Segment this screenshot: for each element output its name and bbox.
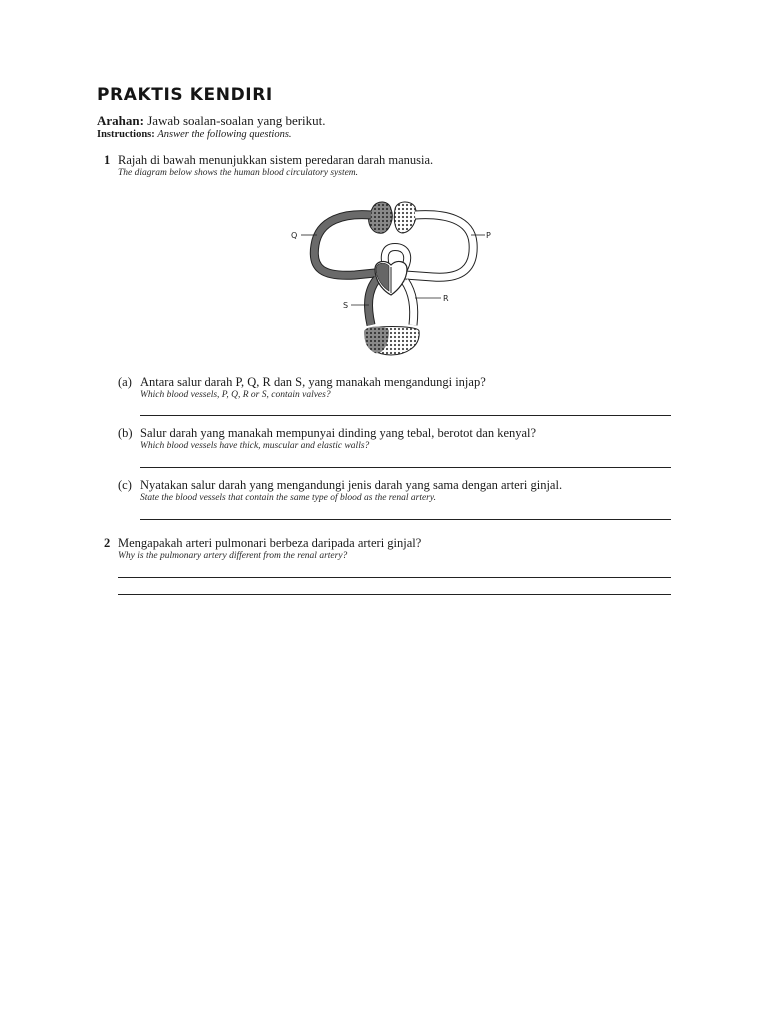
instructions-ms-label: Arahan: [97,113,144,128]
answer-line-2-second[interactable] [118,594,671,595]
question-1b [118,426,537,453]
question-1c-text: Nyatakan salur darah yang mengandungi jenis darah yang sama dengan arteri ginjal. [140,478,563,492]
question-2-number: 2 [104,536,111,550]
instructions-en-text: Answer the following questions. [157,129,292,140]
instructions-en-label: Instructions: [97,129,155,140]
lung-capillaries-left [369,202,393,233]
question-2 [104,536,422,563]
question-1b-text-en: Which blood vessels have thick, muscular and elastic walls? [140,441,370,451]
instructions [97,114,326,142]
question-1-text: Rajah di bawah menunjukkan sistem peredaran darah manusia. [118,153,434,167]
diagram-label-s: S [343,301,349,310]
question-1b-text: Salur darah yang manakah mempunyai dinding yang tebal, berotot dan kenyal? [140,426,537,440]
answer-line-2-first[interactable] [118,577,671,578]
circulatory-system-diagram [285,195,495,365]
lung-capillaries-right [394,202,416,233]
question-1-text-en: The diagram below shows the human blood circulatory system. [118,168,359,178]
diagram-label-q: Q [291,231,298,240]
question-2-text-en: Why is the pulmonary artery different from the renal artery? [118,551,348,561]
question-2-text: Mengapakah arteri pulmonari berbeza daripada arteri ginjal? [118,536,422,550]
question-1a-label: (a) [118,375,132,389]
question-1b-label: (b) [118,426,133,440]
instructions-english [97,128,326,142]
question-1c-text-en: State the blood vessels that contain the same type of blood as the renal artery. [140,493,436,503]
answer-line-1b[interactable] [140,467,671,468]
question-1-number: 1 [104,153,111,167]
question-1 [104,153,434,180]
answer-line-1a[interactable] [140,415,671,416]
question-1a-text: Antara salur darah P, Q, R dan S, yang manakah mengandungi injap? [140,375,486,389]
diagram-label-p: P [486,231,491,240]
answer-line-1c[interactable] [140,519,671,520]
question-1a [118,375,486,402]
page-title: PRAKTIS KENDIRI [97,85,273,105]
question-1c-label: (c) [118,478,132,492]
diagram-label-r: R [443,294,449,303]
question-1c [118,478,563,505]
instructions-malay [97,114,326,128]
question-1a-text-en: Which blood vessels, P, Q, R or S, contain valves? [140,390,331,400]
instructions-ms-text: Jawab soalan-soalan yang berikut. [147,113,326,128]
